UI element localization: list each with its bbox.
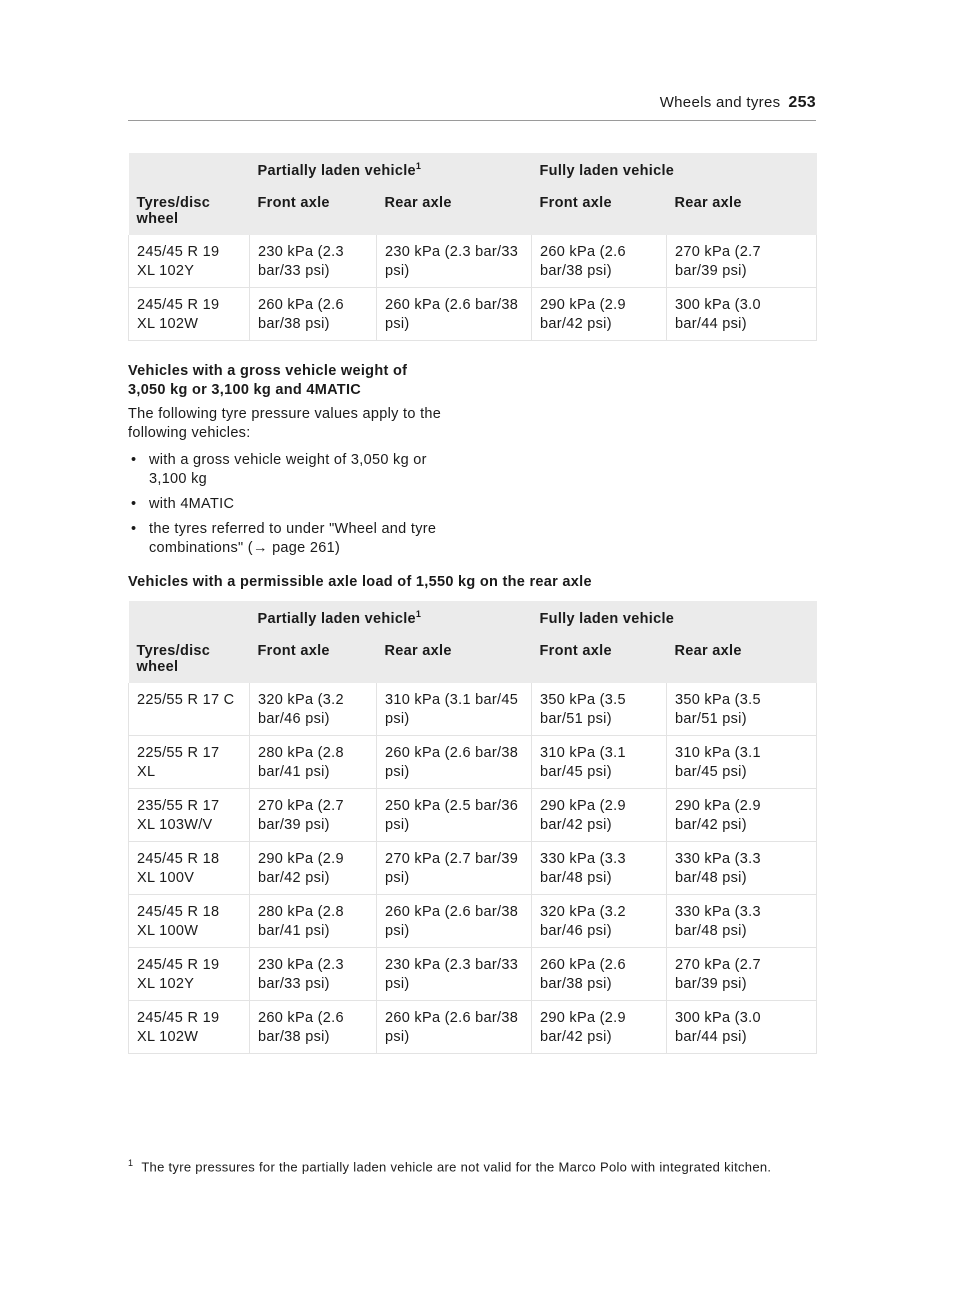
tyre-size-cell: 245/45 R 18 XL 100W [129,895,250,948]
pressure-cell: 270 kPa (2.7 bar/39 psi) [667,948,817,1001]
pressure-cell: 290 kPa (2.9 bar/42 psi) [532,288,667,341]
column-header-tyre: Tyres/disc wheel [129,637,250,683]
group-header-fully-laden: Fully laden vehicle [532,601,817,637]
column-header-rear-axle-full: Rear axle [667,189,817,235]
header-section-title: Wheels and tyres [659,94,781,111]
group-header-partially-laden: Partially laden vehicle$^1$ [250,153,532,189]
column-header-front-axle-full: Front axle [532,637,667,683]
pressure-cell: 270 kPa (2.7 bar/39 psi) [377,842,532,895]
table-row [129,948,817,1001]
column-header-front-axle-full: Front axle [532,189,667,235]
bullet-icon: • [131,496,137,512]
pressure-cell: 230 kPa (2.3 bar/33 psi) [250,948,377,1001]
pressure-cell: 310 kPa (3.1 bar/45 psi) [377,683,532,736]
page-number: 253 [788,94,816,111]
header-empty-cell [129,153,250,189]
pressure-cell: 260 kPa (2.6 bar/38 psi) [532,948,667,1001]
footnote-mark: 1 [128,1158,134,1168]
tyre-size-cell: 225/55 R 17 C [129,683,250,736]
pressure-cell: 350 kPa (3.5 bar/51 psi) [532,683,667,736]
pressure-cell: 310 kPa (3.1 bar/45 psi) [532,736,667,789]
column-header-tyre: Tyres/disc wheel [129,189,250,235]
pressure-cell: 350 kPa (3.5 bar/51 psi) [667,683,817,736]
pressure-cell: 260 kPa (2.6 bar/38 psi) [250,1001,377,1054]
footnote [128,1158,816,1174]
pressure-cell: 320 kPa (3.2 bar/46 psi) [250,683,377,736]
table-body [129,235,817,341]
table-row [129,1001,817,1054]
vehicle-conditions-list [128,451,448,564]
table-2-heading: Vehicles with a permissible axle load of 1,550 kg on the rear axle [128,574,592,590]
pressure-cell: 260 kPa (2.6 bar/38 psi) [250,288,377,341]
bullet-icon: • [131,452,137,468]
pressure-cell: 330 kPa (3.3 bar/48 psi) [532,842,667,895]
pressure-cell: 260 kPa (2.6 bar/38 psi) [377,1001,532,1054]
bullet-icon: • [131,521,137,537]
table-row [129,288,817,341]
tyre-size-cell: 245/45 R 19 XL 102Y [129,235,250,288]
pressure-cell: 290 kPa (2.9 bar/42 psi) [532,1001,667,1054]
group-header-partially-laden: Partially laden vehicle$^1$ [250,601,532,637]
column-header-front-axle-partial: Front axle [250,637,377,683]
footnote-reference: 1 [415,609,422,620]
pressure-cell: 290 kPa (2.9 bar/42 psi) [250,842,377,895]
tyre-size-cell: 245/45 R 18 XL 100V [129,842,250,895]
table-body [129,683,817,1054]
table-row [129,235,817,288]
header-empty-cell [129,601,250,637]
pressure-cell: 300 kPa (3.0 bar/44 psi) [667,1001,817,1054]
table-row [129,895,817,948]
pressure-cell: 230 kPa (2.3 bar/33 psi) [377,235,532,288]
pressure-cell: 320 kPa (3.2 bar/46 psi) [532,895,667,948]
tyre-size-cell: 225/55 R 17 XL [129,736,250,789]
tyre-size-cell: 245/45 R 19 XL 102W [129,288,250,341]
pressure-cell: 290 kPa (2.9 bar/42 psi) [667,789,817,842]
table-row [129,736,817,789]
column-header-rear-axle-partial: Rear axle [377,189,532,235]
pressure-cell: 330 kPa (3.3 bar/48 psi) [667,842,817,895]
pressure-cell: 290 kPa (2.9 bar/42 psi) [532,789,667,842]
tyre-size-cell: 245/45 R 19 XL 102W [129,1001,250,1054]
pressure-cell: 270 kPa (2.7 bar/39 psi) [250,789,377,842]
pressure-cell: 230 kPa (2.3 bar/33 psi) [250,235,377,288]
tyre-pressure-table-1 [128,153,817,341]
column-header-front-axle-partial: Front axle [250,189,377,235]
page-header [128,94,816,112]
table-row [129,683,817,736]
tyre-size-cell: 235/55 R 17 XL 103W/V [129,789,250,842]
pressure-cell: 260 kPa (2.6 bar/38 psi) [377,736,532,789]
group-header-fully-laden: Fully laden vehicle [532,153,817,189]
footnote-text: The tyre pressures for the partially laden vehicle are not valid for the Marco Polo with integrated kitchen. [141,1159,772,1175]
pressure-cell: 260 kPa (2.6 bar/38 psi) [377,288,532,341]
section-heading-gross-weight: Vehicles with a gross vehicle weight of 3,050 kg or 3,100 kg and 4MATIC [128,363,408,398]
footnote-reference: 1 [415,161,422,172]
column-header-rear-axle-full: Rear axle [667,637,817,683]
pressure-cell: 270 kPa (2.7 bar/39 psi) [667,235,817,288]
section-intro-paragraph: The following tyre pressure values apply to the following vehicles: [128,406,442,441]
list-item: • with 4MATIC [131,496,235,512]
pressure-cell: 300 kPa (3.0 bar/44 psi) [667,288,817,341]
list-item: • with a gross vehicle weight of 3,050 kg or 3,100 kg [131,452,427,487]
pressure-cell: 250 kPa (2.5 bar/36 psi) [377,789,532,842]
column-header-rear-axle-partial: Rear axle [377,637,532,683]
pressure-cell: 260 kPa (2.6 bar/38 psi) [532,235,667,288]
pressure-cell: 230 kPa (2.3 bar/33 psi) [377,948,532,1001]
table-row [129,842,817,895]
tyre-size-cell: 245/45 R 19 XL 102Y [129,948,250,1001]
pressure-cell: 280 kPa (2.8 bar/41 psi) [250,895,377,948]
pressure-cell: 280 kPa (2.8 bar/41 psi) [250,736,377,789]
table-row [129,789,817,842]
header-rule [128,120,816,121]
pressure-cell: 260 kPa (2.6 bar/38 psi) [377,895,532,948]
pressure-cell: 310 kPa (3.1 bar/45 psi) [667,736,817,789]
pressure-cell: 330 kPa (3.3 bar/48 psi) [667,895,817,948]
list-item: • the tyres referred to under "Wheel and tyre combinations" (→ page 261) [131,521,437,556]
tyre-pressure-table-2 [128,601,817,1054]
